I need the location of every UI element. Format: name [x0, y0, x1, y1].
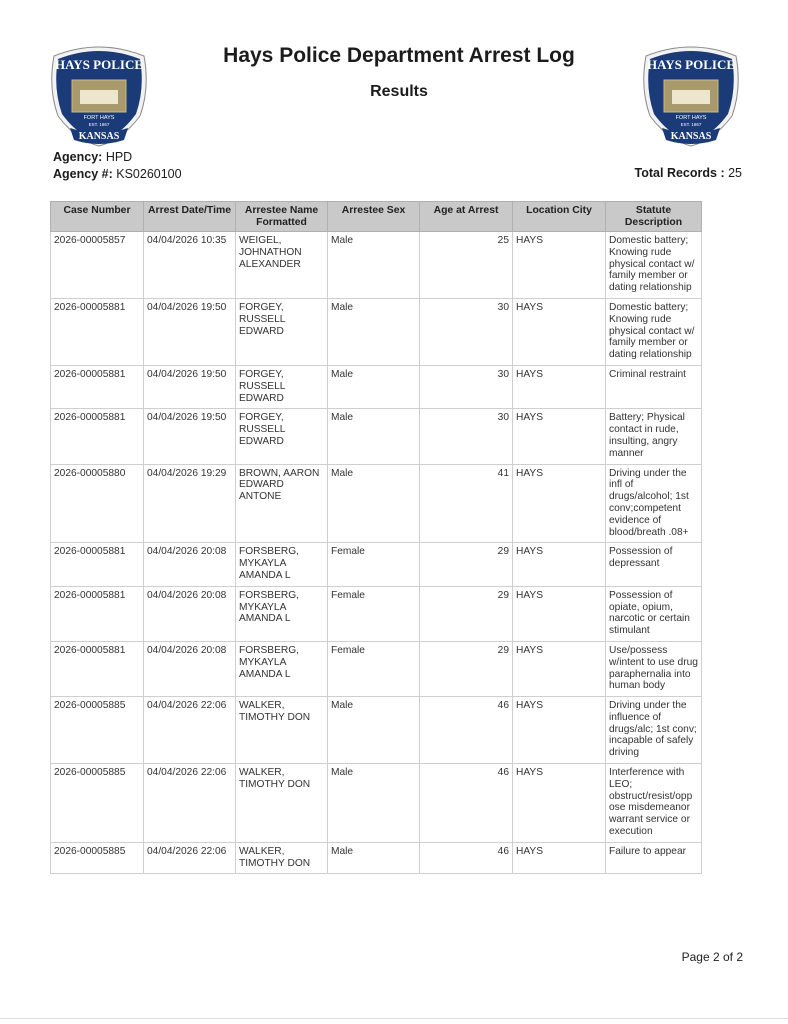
table-row [51, 764, 702, 843]
header-arrest-date-time: Arrest Date/Time [144, 202, 236, 232]
table-row [51, 586, 702, 641]
cell-location-city: HAYS [513, 298, 606, 365]
cell-arrestee-sex: Male [328, 298, 420, 365]
cell-arrestee-name: WEIGEL, JOHNATHON ALEXANDER [236, 232, 328, 299]
cell-arrest-date-time: 04/04/2026 22:06 [144, 764, 236, 843]
table-row [51, 232, 702, 299]
hays-police-badge-icon [46, 40, 152, 148]
cell-location-city: HAYS [513, 409, 606, 464]
cell-arrestee-name: BROWN, AARON EDWARD ANTONE [236, 464, 328, 543]
cell-age-at-arrest: 30 [420, 365, 513, 408]
svg-text:EST. 1867: EST. 1867 [680, 122, 702, 127]
cell-arrest-date-time: 04/04/2026 22:06 [144, 842, 236, 874]
cell-case-number: 2026-00005881 [51, 543, 144, 586]
table-row [51, 697, 702, 764]
svg-text:KANSAS: KANSAS [78, 131, 120, 142]
cell-statute-description: Driving under the infl of drugs/alcohol; 1st conv;competent evidence of blood/breath .08+ [606, 464, 702, 543]
cell-statute-description: Possession of depressant [606, 543, 702, 586]
divider [0, 1018, 788, 1019]
cell-arrest-date-time: 04/04/2026 19:50 [144, 365, 236, 408]
agency-number-label: Agency #: [53, 167, 113, 181]
cell-case-number: 2026-00005885 [51, 764, 144, 843]
cell-case-number: 2026-00005881 [51, 586, 144, 641]
total-records-value: 25 [728, 166, 742, 180]
cell-arrestee-sex: Male [328, 842, 420, 874]
header-arrestee-name: Arrestee Name Formatted [236, 202, 328, 232]
cell-case-number: 2026-00005885 [51, 697, 144, 764]
cell-statute-description: Failure to appear [606, 842, 702, 874]
cell-arrestee-name: WALKER, TIMOTHY DON [236, 697, 328, 764]
table-row [51, 409, 702, 464]
cell-arrestee-sex: Female [328, 543, 420, 586]
page-title: Hays Police Department Arrest Log [223, 44, 575, 67]
arrest-log-table [50, 201, 702, 874]
cell-statute-description: Interference with LEO; obstruct/resist/opp ose misdemeanor warrant service or execution [606, 764, 702, 843]
table-row [51, 298, 702, 365]
cell-arrest-date-time: 04/04/2026 20:08 [144, 586, 236, 641]
cell-arrestee-name: FORGEY, RUSSELL EDWARD [236, 298, 328, 365]
svg-text:HAYS POLICE: HAYS POLICE [54, 57, 144, 72]
page-number: Page 2 of 2 [681, 950, 743, 964]
cell-case-number: 2026-00005857 [51, 232, 144, 299]
table-row [51, 641, 702, 696]
table-row [51, 842, 702, 874]
cell-arrestee-name: FORGEY, RUSSELL EDWARD [236, 409, 328, 464]
table-row [51, 464, 702, 543]
cell-age-at-arrest: 25 [420, 232, 513, 299]
cell-case-number: 2026-00005880 [51, 464, 144, 543]
cell-age-at-arrest: 30 [420, 298, 513, 365]
cell-location-city: HAYS [513, 764, 606, 843]
cell-location-city: HAYS [513, 842, 606, 874]
cell-age-at-arrest: 46 [420, 697, 513, 764]
cell-arrestee-sex: Male [328, 764, 420, 843]
cell-age-at-arrest: 41 [420, 464, 513, 543]
cell-statute-description: Domestic battery; Knowing rude physical contact w/ family member or dating relationship [606, 232, 702, 299]
cell-statute-description: Battery; Physical contact in rude, insulting, angry manner [606, 409, 702, 464]
header-case-number: Case Number [51, 202, 144, 232]
header-arrestee-sex: Arrestee Sex [328, 202, 420, 232]
table-row [51, 543, 702, 586]
cell-location-city: HAYS [513, 464, 606, 543]
hays-police-badge-icon [638, 40, 744, 148]
cell-arrest-date-time: 04/04/2026 22:06 [144, 697, 236, 764]
svg-text:FORT HAYS: FORT HAYS [83, 115, 115, 121]
header-age-at-arrest: Age at Arrest [420, 202, 513, 232]
cell-arrestee-sex: Female [328, 641, 420, 696]
total-records [635, 166, 742, 180]
cell-age-at-arrest: 29 [420, 641, 513, 696]
svg-text:EST. 1867: EST. 1867 [88, 122, 110, 127]
cell-arrestee-name: WALKER, TIMOTHY DON [236, 842, 328, 874]
agency-number-line [53, 167, 182, 181]
cell-age-at-arrest: 29 [420, 543, 513, 586]
cell-arrest-date-time: 04/04/2026 10:35 [144, 232, 236, 299]
agency-number-value: KS0260100 [116, 167, 182, 181]
cell-location-city: HAYS [513, 641, 606, 696]
cell-statute-description: Criminal restraint [606, 365, 702, 408]
page-subtitle: Results [370, 83, 428, 100]
cell-statute-description: Domestic battery; Knowing rude physical contact w/ family member or dating relationship [606, 298, 702, 365]
cell-arrestee-name: FORSBERG, MYKAYLA AMANDA L [236, 586, 328, 641]
cell-location-city: HAYS [513, 586, 606, 641]
cell-arrestee-name: WALKER, TIMOTHY DON [236, 764, 328, 843]
cell-statute-description: Driving under the influence of drugs/alc; 1st conv; incapable of safely driving [606, 697, 702, 764]
cell-statute-description: Use/possess w/intent to use drug paraphernalia into human body [606, 641, 702, 696]
cell-arrestee-name: FORSBERG, MYKAYLA AMANDA L [236, 641, 328, 696]
cell-arrest-date-time: 04/04/2026 20:08 [144, 641, 236, 696]
cell-statute-description: Possession of opiate, opium, narcotic or certain stimulant [606, 586, 702, 641]
cell-location-city: HAYS [513, 365, 606, 408]
cell-arrestee-sex: Male [328, 464, 420, 543]
cell-location-city: HAYS [513, 697, 606, 764]
cell-age-at-arrest: 46 [420, 842, 513, 874]
header-location-city: Location City [513, 202, 606, 232]
cell-location-city: HAYS [513, 543, 606, 586]
cell-case-number: 2026-00005885 [51, 842, 144, 874]
cell-age-at-arrest: 46 [420, 764, 513, 843]
cell-arrest-date-time: 04/04/2026 19:50 [144, 409, 236, 464]
cell-case-number: 2026-00005881 [51, 641, 144, 696]
svg-text:KANSAS: KANSAS [670, 131, 712, 142]
cell-age-at-arrest: 29 [420, 586, 513, 641]
cell-arrest-date-time: 04/04/2026 19:29 [144, 464, 236, 543]
svg-text:HAYS POLICE: HAYS POLICE [646, 57, 736, 72]
table-header-row [51, 202, 702, 232]
cell-case-number: 2026-00005881 [51, 365, 144, 408]
cell-arrestee-name: FORSBERG, MYKAYLA AMANDA L [236, 543, 328, 586]
cell-arrestee-name: FORGEY, RUSSELL EDWARD [236, 365, 328, 408]
cell-location-city: HAYS [513, 232, 606, 299]
cell-arrest-date-time: 04/04/2026 19:50 [144, 298, 236, 365]
cell-age-at-arrest: 30 [420, 409, 513, 464]
cell-arrestee-sex: Male [328, 232, 420, 299]
cell-arrestee-sex: Male [328, 365, 420, 408]
agency-label: Agency: [53, 150, 103, 164]
cell-arrestee-sex: Male [328, 697, 420, 764]
table-row [51, 365, 702, 408]
cell-case-number: 2026-00005881 [51, 409, 144, 464]
total-records-label: Total Records : [634, 166, 725, 180]
cell-arrest-date-time: 04/04/2026 20:08 [144, 543, 236, 586]
cell-case-number: 2026-00005881 [51, 298, 144, 365]
agency-value: HPD [105, 150, 133, 164]
header-statute-description: Statute Description [606, 202, 702, 232]
agency-line [53, 150, 132, 164]
cell-arrestee-sex: Male [328, 409, 420, 464]
cell-arrestee-sex: Female [328, 586, 420, 641]
svg-text:FORT HAYS: FORT HAYS [675, 115, 707, 121]
